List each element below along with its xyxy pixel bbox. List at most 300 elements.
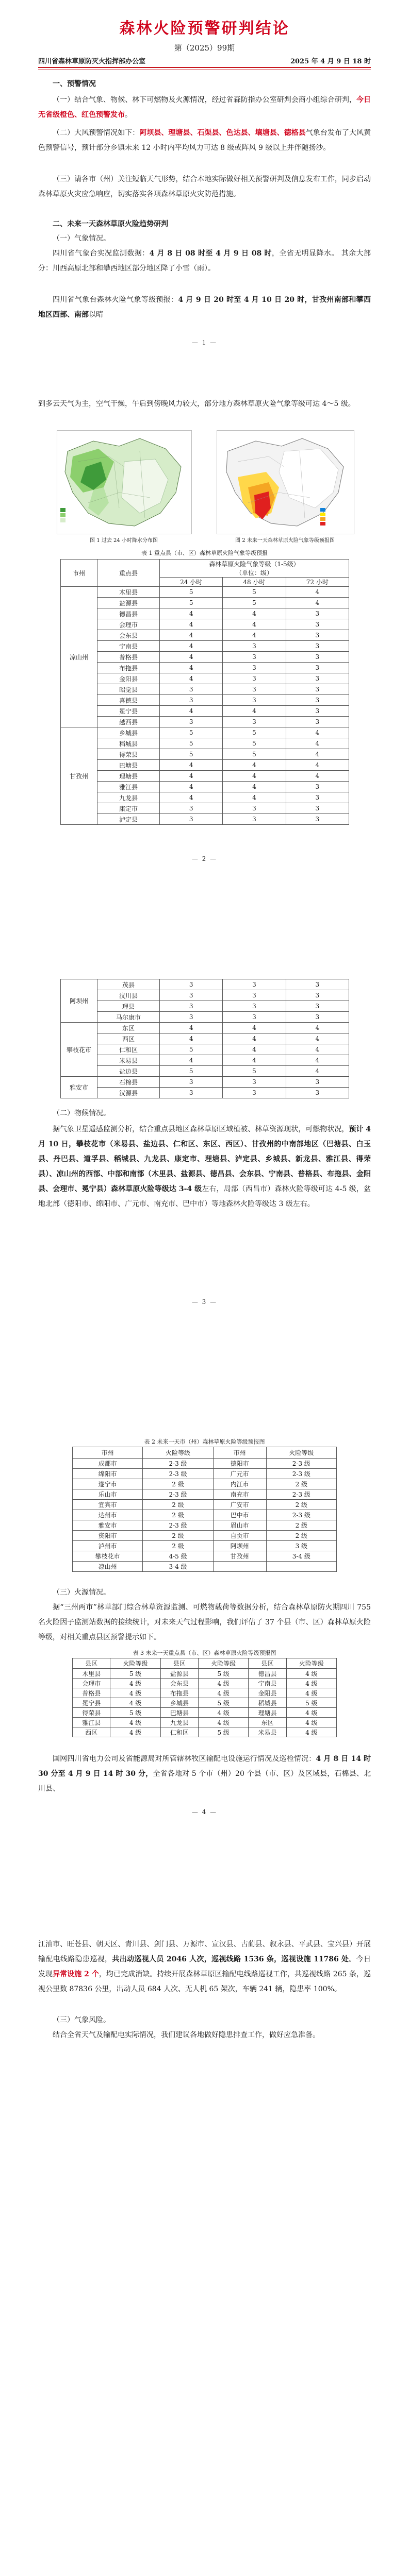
table-cell: 金阳县 xyxy=(249,1688,286,1698)
risk-level-cell: 3 xyxy=(160,803,223,814)
risk-level-cell: 3 xyxy=(160,717,223,727)
table-cell: 遂宁市 xyxy=(73,1479,143,1489)
table-cell: 2-3 级 xyxy=(266,1489,336,1500)
table-row xyxy=(61,1044,349,1055)
table-cell: 达州市 xyxy=(73,1510,143,1520)
risk-level-cell: 3 xyxy=(286,803,349,814)
region-cell: 凉山州 xyxy=(61,587,97,727)
risk-level-cell: 3 xyxy=(160,1088,223,1098)
risk-level-cell: 5 xyxy=(223,598,286,608)
table-row xyxy=(73,1469,337,1479)
table-cell: 3-4 级 xyxy=(266,1551,336,1562)
region-cell: 雅安市 xyxy=(61,1077,97,1098)
region-cell: 甘孜州 xyxy=(61,727,97,825)
table-cell: 德阳市 xyxy=(213,1459,266,1469)
document-title: 森林火险预警研判结论 xyxy=(119,20,290,38)
risk-level-cell: 3 xyxy=(286,990,349,1001)
table-row xyxy=(73,1479,337,1489)
table-1-continued-container xyxy=(60,979,349,1098)
risk-level-cell: 5 xyxy=(160,1066,223,1077)
table-cell: 2-3 级 xyxy=(143,1469,213,1479)
risk-level-cell: 4 xyxy=(286,598,349,608)
risk-level-cell: 4 xyxy=(160,673,223,684)
risk-level-cell: 3 xyxy=(223,673,286,684)
subheading-weather-risk: （三）气象风险。 xyxy=(53,2016,110,2024)
table-3-container xyxy=(72,1658,337,1737)
table-cell: 广安市 xyxy=(213,1500,266,1510)
risk-level-cell: 3 xyxy=(286,814,349,825)
risk-level-cell: 4 xyxy=(286,1066,349,1077)
table-row xyxy=(73,1688,337,1698)
county-cell: 德昌县 xyxy=(97,608,160,619)
risk-level-cell: 4 xyxy=(160,760,223,771)
risk-level-cell: 3 xyxy=(286,663,349,673)
fire-risk-forecast-map-graphic xyxy=(217,431,354,534)
risk-level-cell: 3 xyxy=(286,979,349,990)
table-cell: 4 级 xyxy=(199,1688,249,1698)
t2-header-city-b: 市州 xyxy=(213,1447,266,1459)
risk-level-cell: 3 xyxy=(223,663,286,673)
risk-level-cell: 5 xyxy=(223,587,286,598)
risk-level-cell: 3 xyxy=(160,695,223,706)
figure-2-caption: 图 2 未来一天森林草原火险气象等级预报图 xyxy=(235,538,335,544)
key-county-fire-risk-table xyxy=(72,1658,337,1737)
risk-level-cell: 4 xyxy=(160,706,223,717)
t3-header-county-a: 县区 xyxy=(73,1658,110,1669)
fire-risk-forecast-map xyxy=(217,430,354,534)
col-header-48h: 48 小时 xyxy=(223,578,286,587)
table-row xyxy=(61,803,349,814)
table-cell: 自贡市 xyxy=(213,1531,266,1541)
risk-level-cell: 5 xyxy=(223,749,286,760)
risk-level-cell: 4 xyxy=(223,792,286,803)
table-row xyxy=(61,673,349,684)
table-cell: 稻城县 xyxy=(249,1698,286,1708)
risk-level-cell: 4 xyxy=(223,1033,286,1044)
col-header-24h: 24 小时 xyxy=(160,578,223,587)
table-cell: 2-3 级 xyxy=(266,1469,336,1479)
table-1-body xyxy=(61,587,349,825)
risk-level-cell: 3 xyxy=(286,1012,349,1023)
table-cell: 4 级 xyxy=(286,1727,336,1737)
table-row xyxy=(61,792,349,803)
table-row xyxy=(61,1066,349,1077)
risk-level-cell: 3 xyxy=(223,684,286,695)
col-header-county: 重点县 xyxy=(97,560,160,587)
county-cell: 泸定县 xyxy=(97,814,160,825)
risk-level-cell: 3 xyxy=(286,792,349,803)
table-row xyxy=(61,727,349,738)
risk-level-cell: 4 xyxy=(160,663,223,673)
t2-header-level-b: 火险等级 xyxy=(266,1447,336,1459)
risk-level-cell: 3 xyxy=(286,684,349,695)
county-cell: 昭觉县 xyxy=(97,684,160,695)
table-row xyxy=(61,738,349,749)
table-row xyxy=(61,587,349,598)
county-cell: 九龙县 xyxy=(97,792,160,803)
paragraph-weather-observation: 四川省气象台实况监测数据：4 月 8 日 08 时至 4 月 9 日 08 时，全省无明显降水。 其余大部分：川西高原北部和攀西地区部分地区降了小雪（雨）。 xyxy=(38,249,371,273)
table-row xyxy=(73,1708,337,1718)
table-row xyxy=(61,652,349,663)
table-cell: 2-3 级 xyxy=(143,1520,213,1531)
risk-level-cell: 4 xyxy=(286,1044,349,1055)
county-cell: 宁南县 xyxy=(97,641,160,652)
city-fire-risk-table xyxy=(72,1447,337,1572)
table-row xyxy=(73,1500,337,1510)
paragraph-local-response: （三）请各市（州）关注短临天气形势，结合本地实际做好相关预警研判及信息发布工作，同步启动森林草原火灾应急响应，切实落实各项森林草原火灾防范措施。 xyxy=(38,175,371,198)
subheading-fire-source: （三）火源情况。 xyxy=(53,1588,110,1597)
page-number-3: — 3 — xyxy=(191,1298,218,1306)
table-cell: 4 级 xyxy=(110,1698,160,1708)
risk-level-cell: 4 xyxy=(223,619,286,630)
county-cell: 得荣县 xyxy=(97,749,160,760)
table-cell: 4 级 xyxy=(286,1688,336,1698)
county-fire-risk-table xyxy=(60,559,349,825)
table-cell: 木里县 xyxy=(73,1669,110,1679)
risk-level-cell: 4 xyxy=(223,630,286,641)
table-cell: 5 级 xyxy=(110,1708,160,1718)
risk-level-cell: 3 xyxy=(223,979,286,990)
table-cell: 资阳市 xyxy=(73,1531,143,1541)
risk-level-cell: 5 xyxy=(160,1044,223,1055)
table-cell: 冕宁县 xyxy=(73,1698,110,1708)
risk-level-cell: 3 xyxy=(286,619,349,630)
table-row xyxy=(61,706,349,717)
table-cell: 攀枝花市 xyxy=(73,1551,143,1562)
risk-level-cell: 5 xyxy=(160,598,223,608)
table-row xyxy=(61,641,349,652)
risk-level-cell: 3 xyxy=(223,1088,286,1098)
figure-1-caption: 图 1 过去 24 小时降水分布图 xyxy=(90,538,158,544)
risk-level-cell: 4 xyxy=(223,1023,286,1033)
risk-level-cell: 4 xyxy=(286,1033,349,1044)
table-row xyxy=(73,1727,337,1737)
table-cell: 2 级 xyxy=(143,1479,213,1489)
col-header-region: 市州 xyxy=(61,560,97,587)
table-cell: 5 级 xyxy=(110,1669,160,1679)
table-cell: 普格县 xyxy=(73,1688,110,1698)
table-cell: 4-5 级 xyxy=(143,1551,213,1562)
table-cell: 甘孜州 xyxy=(213,1551,266,1562)
table-cell: 眉山市 xyxy=(213,1520,266,1531)
county-cell: 会理市 xyxy=(97,619,160,630)
county-cell: 盐源县 xyxy=(97,598,160,608)
risk-level-cell: 4 xyxy=(160,1033,223,1044)
county-cell: 马尔康市 xyxy=(97,1012,160,1023)
table-row xyxy=(61,1012,349,1023)
risk-level-cell: 4 xyxy=(160,792,223,803)
risk-level-cell: 3 xyxy=(223,717,286,727)
risk-level-cell: 5 xyxy=(223,727,286,738)
table-cell: 2 级 xyxy=(266,1479,336,1489)
risk-level-cell: 3 xyxy=(160,1012,223,1023)
table-cell: 2 级 xyxy=(143,1531,213,1541)
t2-header-city-a: 市州 xyxy=(73,1447,143,1459)
paragraph-warning-summary: （一）结合气象、物候、林下可燃物及火源情况，经过省森防指办公室研判会商小组综合研判，今日无省级橙色、红色预警发布。 xyxy=(38,96,371,119)
table-cell: 阿坝州 xyxy=(213,1541,266,1551)
table-row xyxy=(61,782,349,792)
table-1-title: 表 1 重点县（市、区）森林草原火险气象等级预报 xyxy=(141,550,268,556)
table-cell: 4 级 xyxy=(286,1669,336,1679)
paragraph-weather-forecast: 四川省气象台森林火险气象等级预报：4 月 9 日 20 时至 4 月 10 日 20 时，甘孜州南部和攀西地区西部、南部以晴 xyxy=(38,296,371,319)
risk-level-cell: 3 xyxy=(223,990,286,1001)
county-cell: 仁和区 xyxy=(97,1044,160,1055)
table-cell xyxy=(213,1562,266,1572)
table-3-body xyxy=(73,1669,337,1737)
table-row xyxy=(73,1541,337,1551)
risk-level-cell: 3 xyxy=(223,652,286,663)
table-row xyxy=(61,608,349,619)
table-cell: 3-4 级 xyxy=(143,1562,213,1572)
county-cell: 康定市 xyxy=(97,803,160,814)
table-cell: 成都市 xyxy=(73,1459,143,1469)
table-row xyxy=(61,717,349,727)
table-row xyxy=(61,1077,349,1088)
risk-level-cell: 3 xyxy=(286,641,349,652)
table-cell xyxy=(266,1562,336,1572)
risk-level-cell: 4 xyxy=(286,1023,349,1033)
table-row xyxy=(73,1562,337,1572)
region-cell: 攀枝花市 xyxy=(61,1023,97,1077)
risk-level-cell: 3 xyxy=(286,652,349,663)
table-cell: 2-3 级 xyxy=(266,1459,336,1469)
table-cell: 2-3 级 xyxy=(143,1459,213,1469)
subheading-phenology: （二）物候情况。 xyxy=(53,1109,110,1117)
risk-level-cell: 3 xyxy=(286,706,349,717)
county-cell: 乡城县 xyxy=(97,727,160,738)
page-number-2: — 2 — xyxy=(191,855,218,862)
risk-level-cell: 3 xyxy=(160,979,223,990)
risk-level-cell: 4 xyxy=(286,587,349,598)
table-row xyxy=(73,1679,337,1688)
table-cell: 得荣县 xyxy=(73,1708,110,1718)
table-cell: 2 级 xyxy=(266,1531,336,1541)
risk-level-cell: 3 xyxy=(160,814,223,825)
table-cell: 4 级 xyxy=(110,1688,160,1698)
table-cell: 泸州市 xyxy=(73,1541,143,1551)
table-cell: 九龙县 xyxy=(160,1718,198,1727)
table-row xyxy=(61,760,349,771)
risk-level-cell: 5 xyxy=(160,738,223,749)
table-row xyxy=(73,1551,337,1562)
table-cell: 4 级 xyxy=(110,1718,160,1727)
county-cell: 汶川县 xyxy=(97,990,160,1001)
risk-level-cell: 3 xyxy=(223,803,286,814)
col-header-risk-level: 森林草原火险气象等级（1-5级） （单位：级） xyxy=(160,560,349,578)
table-row xyxy=(73,1531,337,1541)
page-number-4: — 4 — xyxy=(191,1808,218,1816)
risk-level-cell: 4 xyxy=(160,771,223,782)
county-cell: 稻城县 xyxy=(97,738,160,749)
risk-level-cell: 3 xyxy=(286,1001,349,1012)
table-cell: 4 级 xyxy=(110,1727,160,1737)
table-row xyxy=(61,990,349,1001)
table-cell: 西区 xyxy=(73,1727,110,1737)
table-row xyxy=(61,1055,349,1066)
table-cell: 2 级 xyxy=(266,1520,336,1531)
risk-level-cell: 4 xyxy=(286,749,349,760)
table-cell: 巴中市 xyxy=(213,1510,266,1520)
table-cell: 2 级 xyxy=(143,1510,213,1520)
risk-level-cell: 5 xyxy=(223,1066,286,1077)
table-row xyxy=(73,1489,337,1500)
county-cell: 米易县 xyxy=(97,1055,160,1066)
risk-level-cell: 4 xyxy=(223,760,286,771)
risk-level-cell: 4 xyxy=(160,1023,223,1033)
table-cell: 乡城县 xyxy=(160,1698,198,1708)
precipitation-map-graphic xyxy=(57,431,191,534)
table-row xyxy=(61,1001,349,1012)
risk-level-cell: 4 xyxy=(160,608,223,619)
table-cell: 宁南县 xyxy=(249,1679,286,1688)
table-row xyxy=(61,598,349,608)
risk-level-cell: 3 xyxy=(223,641,286,652)
t3-header-county-b: 县区 xyxy=(160,1658,198,1669)
subheading-weather: （一）气象情况。 xyxy=(53,234,110,243)
county-cell: 木里县 xyxy=(97,587,160,598)
col-header-72h: 72 小时 xyxy=(286,578,349,587)
risk-level-cell: 4 xyxy=(160,782,223,792)
risk-level-cell: 5 xyxy=(160,727,223,738)
table-cell: 4 级 xyxy=(199,1679,249,1688)
risk-level-cell: 3 xyxy=(286,717,349,727)
paragraph-weather-risk: 结合全省天气及输配电实际情况，我们建议各地做好隐患排查工作，做好应急准备。 xyxy=(53,2031,320,2039)
table-cell: 乐山市 xyxy=(73,1489,143,1500)
risk-level-cell: 4 xyxy=(223,608,286,619)
table-2-title: 表 2 未来一天市（州）森林草原火险等级预报图 xyxy=(144,1438,265,1445)
risk-level-cell: 4 xyxy=(286,760,349,771)
table-cell: 德昌县 xyxy=(249,1669,286,1679)
risk-level-cell: 4 xyxy=(286,738,349,749)
table-cell: 巴塘县 xyxy=(160,1708,198,1718)
county-cell: 茂县 xyxy=(97,979,160,990)
table-1-continued-body xyxy=(61,979,349,1098)
table-row xyxy=(61,1088,349,1098)
table-2-body xyxy=(73,1459,337,1572)
county-cell: 金阳县 xyxy=(97,673,160,684)
risk-level-cell: 3 xyxy=(223,1001,286,1012)
county-cell: 普格县 xyxy=(97,652,160,663)
table-cell: 4 级 xyxy=(286,1679,336,1688)
table-cell: 5 级 xyxy=(286,1698,336,1708)
risk-level-cell: 4 xyxy=(160,619,223,630)
table-cell: 内江市 xyxy=(213,1479,266,1489)
table-row xyxy=(61,663,349,673)
risk-level-cell: 3 xyxy=(160,990,223,1001)
table-cell: 2 级 xyxy=(266,1500,336,1510)
county-cell: 理县 xyxy=(97,1001,160,1012)
table-cell: 5 级 xyxy=(199,1698,249,1708)
paragraph-phenology: 据气象卫星遥感监测分析，结合重点县地区森林草原区域植被、林草资源现状，可燃物状况，预计 4 月 10 日，攀枝花市（米易县、盐边县、仁和区、东区、西区）、甘孜州的中南部地区（巴塘县、白玉县、丹巴县、道孚县、稻城县、九龙县、康定市、理塘县、泸定县、乡城县、新龙县、雅江县、得荣县）、凉山州的西部、中部和南部（木里县、盐源县、德昌县、会东县、宁南县、普格县、布拖县、金阳县、会理市、冕宁县）森林草原火险等级达 3-4 级左右，局部（西昌市）森林火险等级可达 4-5 级，盆地北部（德阳市、绵阳市、广元市、南充市、巴中市）等地森林火险等级达 3 级左右。 xyxy=(38,1125,371,1208)
table-3-title: 表 3 未来一天重点县（市、区）森林草原火险等级预报图 xyxy=(133,1650,276,1656)
table-cell: 雅安市 xyxy=(73,1520,143,1531)
table-row xyxy=(61,695,349,706)
county-cell: 喜德县 xyxy=(97,695,160,706)
table-row xyxy=(61,630,349,641)
table-row xyxy=(73,1510,337,1520)
issue-date: 2025 年 4 月 9 日 18 时 xyxy=(290,58,371,65)
table-cell: 仁和区 xyxy=(160,1727,198,1737)
risk-level-cell: 4 xyxy=(223,1044,286,1055)
table-cell: 理塘县 xyxy=(249,1708,286,1718)
page-number-1: — 1 — xyxy=(191,339,218,346)
table-cell: 4 级 xyxy=(110,1679,160,1688)
table-cell: 盐源县 xyxy=(160,1669,198,1679)
risk-level-cell: 3 xyxy=(286,695,349,706)
issuing-organization: 四川省森林草原防灭火指挥部办公室 xyxy=(38,58,146,65)
risk-level-cell: 4 xyxy=(160,641,223,652)
table-cell: 3 级 xyxy=(266,1541,336,1551)
table-row xyxy=(73,1698,337,1708)
risk-level-cell: 5 xyxy=(223,738,286,749)
table-cell: 会理市 xyxy=(73,1679,110,1688)
paragraph-weather-continued: 到多云天气为主，空气干燥，午后到傍晚风力较大，部分地方森林草原火险气象等级可达 4～5 级。 xyxy=(38,400,355,408)
table-row xyxy=(61,619,349,630)
county-cell: 理塘县 xyxy=(97,771,160,782)
table-row xyxy=(61,1023,349,1033)
county-cell: 巴塘县 xyxy=(97,760,160,771)
table-cell: 绵阳市 xyxy=(73,1469,143,1479)
risk-level-cell: 3 xyxy=(223,695,286,706)
risk-level-cell: 3 xyxy=(286,630,349,641)
risk-level-cell: 3 xyxy=(160,1077,223,1088)
risk-level-cell: 4 xyxy=(223,706,286,717)
county-cell: 东区 xyxy=(97,1023,160,1033)
risk-level-cell: 4 xyxy=(286,727,349,738)
risk-level-cell: 3 xyxy=(160,1001,223,1012)
table-cell: 会东县 xyxy=(160,1679,198,1688)
t3-header-level-c: 火险等级 xyxy=(286,1658,336,1669)
risk-level-cell: 3 xyxy=(286,782,349,792)
table-cell: 4 级 xyxy=(286,1718,336,1727)
section-heading-2: 二、未来一天森林草原火险趋势研判 xyxy=(53,220,168,228)
risk-level-cell: 4 xyxy=(286,1055,349,1066)
risk-level-cell: 3 xyxy=(286,673,349,684)
table-row xyxy=(73,1669,337,1679)
table-1-container xyxy=(60,559,349,825)
risk-level-cell: 4 xyxy=(160,652,223,663)
risk-level-cell: 3 xyxy=(223,814,286,825)
table-cell: 米易县 xyxy=(249,1727,286,1737)
county-cell: 西区 xyxy=(97,1033,160,1044)
region-cell: 阿坝州 xyxy=(61,979,97,1023)
county-cell: 冕宁县 xyxy=(97,706,160,717)
table-cell: 2-3 级 xyxy=(143,1489,213,1500)
county-cell: 会东县 xyxy=(97,630,160,641)
t3-header-level-b: 火险等级 xyxy=(199,1658,249,1669)
risk-level-cell: 4 xyxy=(286,771,349,782)
t2-header-level-a: 火险等级 xyxy=(143,1447,213,1459)
risk-level-cell: 4 xyxy=(223,1055,286,1066)
table-row xyxy=(61,749,349,760)
risk-level-cell: 3 xyxy=(286,1077,349,1088)
county-cell: 汉源县 xyxy=(97,1088,160,1098)
table-row xyxy=(61,684,349,695)
risk-level-cell: 3 xyxy=(286,608,349,619)
table-row xyxy=(73,1459,337,1469)
table-row xyxy=(61,1033,349,1044)
paragraph-power-inspection: 江油市、旺苍县、朝天区、青川县、剑门县、万源市、宣汉县、古蔺县、叙永县、平武县、宝兴县）开展输配电线路隐患巡视，共出动巡视人员 2046 人次，巡视线路 1536 条，巡视设施 11786 处。今日发现异常设施 2 个，均已完成消缺。持续开展森林草原区输配电线路巡视工作，共巡视线路 265 条，巡视公里数 87836 公里，出动人员 684 人次、无人机 65 架次，车辆 241 辆，隐患率 100%。 xyxy=(38,1940,371,1993)
table-cell: 东区 xyxy=(249,1718,286,1727)
section-heading-1: 一、预警情况 xyxy=(53,80,96,88)
risk-level-cell: 3 xyxy=(223,1077,286,1088)
table-row xyxy=(61,979,349,990)
table-row xyxy=(61,814,349,825)
table-2-container xyxy=(72,1447,337,1572)
table-cell: 雅江县 xyxy=(73,1718,110,1727)
county-cell: 盐边县 xyxy=(97,1066,160,1077)
t3-header-level-a: 火险等级 xyxy=(110,1658,160,1669)
